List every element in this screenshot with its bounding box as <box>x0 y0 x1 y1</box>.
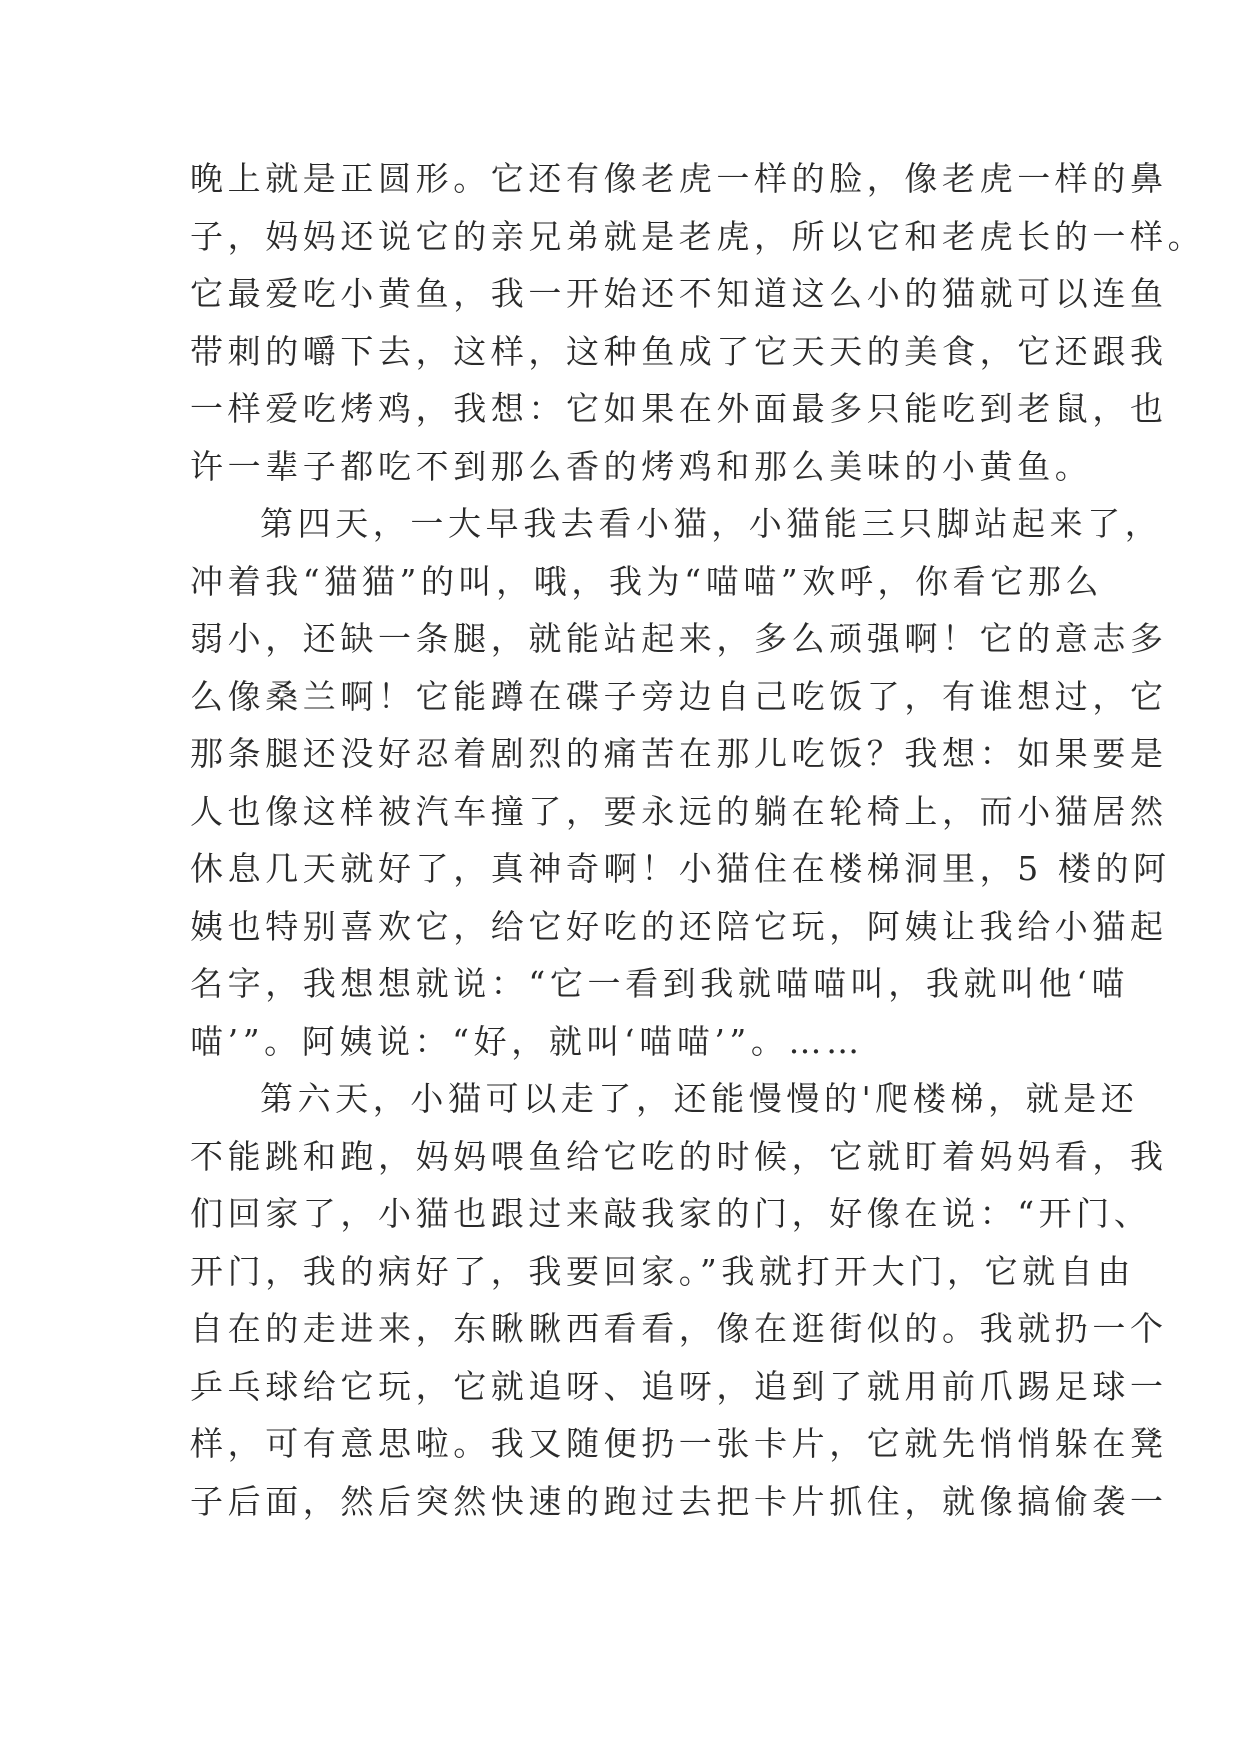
text-line: 它最爱吃小黄鱼，我一开始还不知道这么小的猫就可以连鱼 <box>190 274 1168 313</box>
text-line: 开门，我的病好了，我要回家。”我就打开大门，它就自由 <box>190 1251 1135 1291</box>
text-line: 们回家了，小猫也跟过来敲我家的门，好像在说：“开门、 <box>190 1194 1152 1233</box>
text-line: 晚上就是正圆形。它还有像老虎一样的脸，像老虎一样的鼻 <box>190 159 1168 198</box>
paragraph-start-line: 第六天，小猫可以走了，还能慢慢的'爬楼梯，就是还 <box>260 1079 1139 1118</box>
text-line: 姨也特别喜欢它，给它好吃的还陪它玩，阿姨让我给小猫起 <box>190 906 1168 946</box>
text-line: 冲着我“猫猫”的叫，哦，我为“喵喵”欢呼，你看它那么 <box>190 561 1104 601</box>
text-line: 休息几天就好了，真神奇啊！小猫住在楼梯洞里，5 楼的阿 <box>190 849 1171 888</box>
text-line: 名字，我想想就说：“它一看到我就喵喵叫，我就叫他‘喵 <box>190 964 1129 1003</box>
text-line: 弱小，还缺一条腿，就能站起来，多么顽强啊！它的意志多 <box>190 619 1168 658</box>
text-line: 不能跳和跑，妈妈喂鱼给它吃的时候，它就盯着妈妈看，我 <box>190 1136 1168 1176</box>
text-line: 乒乓球给它玩，它就追呀、追呀，追到了就用前爪踢足球一 <box>190 1366 1168 1406</box>
text-line: 那条腿还没好忍着剧烈的痛苦在那儿吃饭？我想：如果要是 <box>190 734 1168 773</box>
text-line: 人也像这样被汽车撞了，要永远的躺在轮椅上，而小猫居然 <box>190 791 1168 831</box>
text-line: 许一辈子都吃不到那么香的烤鸡和那么美味的小黄鱼。 <box>190 446 1093 486</box>
text-line: 样，可有意思啦。我又随便扔一张卡片，它就先悄悄躲在凳 <box>190 1424 1168 1463</box>
body-text <box>190 150 1206 1530</box>
text-line: 么像桑兰啊！它能蹲在碟子旁边自己吃饭了，有谁想过，它 <box>190 676 1168 716</box>
text-line: 自在的走进来，东瞅瞅西看看，像在逛街似的。我就扔一个 <box>190 1309 1168 1348</box>
paragraph-start-line: 第四天，一大早我去看小猫，小猫能三只脚站起来了， <box>260 504 1163 543</box>
text-line: 带刺的嚼下去，这样，这种鱼成了它天天的美食，它还跟我 <box>190 331 1168 371</box>
text-line: 子后面，然后突然快速的跑过去把卡片抓住，就像搞偷袭一 <box>190 1481 1168 1521</box>
text-line: 一样爱吃烤鸡，我想：它如果在外面最多只能吃到老鼠，也 <box>190 389 1168 428</box>
text-line: 子，妈妈还说它的亲兄弟就是老虎，所以它和老虎长的一样。 <box>190 216 1206 256</box>
text-line: 喵’”。阿姨说：“好，就叫‘喵喵’”。…… <box>190 1021 864 1061</box>
